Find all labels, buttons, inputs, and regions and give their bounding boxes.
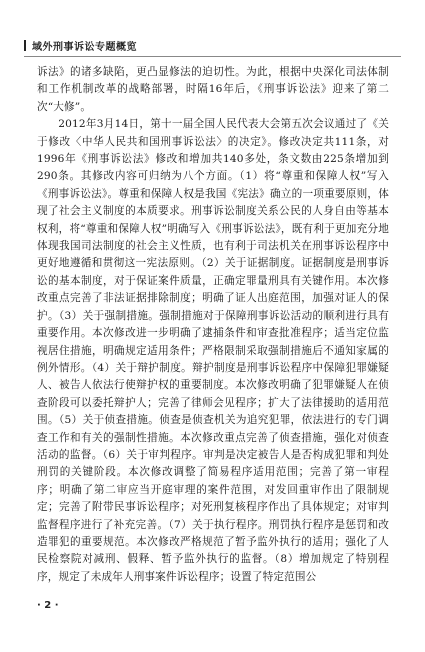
paragraph-continuation: 诉法》的诸多缺陷，更凸显修法的迫切性。为此，根据中央深化司法体制和工作机制改革的战略部署，时隔16年后，《刑事诉讼法》迎来了第二次“大修”。 [37,66,389,113]
paragraph-main: 2012年3月14日，第十一届全国人民代表大会第五次会议通过了《关于修改〈中华人民共和国刑事诉讼法〉的决定》。修改决定共111条，对1996年《刑事诉讼法》修改和增加共140多处，条文数由225条增加到290条。其修改内容可归纳为八个方面。（1）将“尊重和保障人权”写入《刑事诉讼法》。尊重和保障人权是我国《宪法》确立的一项重要原则，体现了社会主义制度的本质要求。刑事诉讼制度关系公民的人身自由等基本权利，将“尊重和保障人权”明确写入《刑事诉讼法》，既有利于更加充分地体现我国司法制度的社会主义性质，也有利于司法机关在刑事诉讼程序中更好地遵循和贯彻这一宪法原则。（2）关于证据制度。证据制度是刑事诉讼的基本制度，对于保证案件质量，正确定罪量刑具有关键作用。本次修改重点完善了非法证据排除制度；明确了证人出庭范围，加强对证人的保护。（3）关于强制措施。强制措施对于保障刑事诉讼活动的顺利进行具有重要作用。本次修改进一步明确了逮捕条件和审查批准程序；适当定位监视居住措施，明确规定适用条件；严格限制采取强制措施后不通知家属的例外情形。（4）关于辩护制度。辩护制度是刑事诉讼程序中保障犯罪嫌疑人、被告人依法行使辩护权的重要制度。本次修改明确了犯罪嫌疑人在侦查阶段可以委托辩护人；完善了律师会见程序；扩大了法律援助的适用范围。（5）关于侦查措施。侦查是侦查机关为追究犯罪，依法进行的专门调查工作和有关的强制性措施。本次修改重点完善了侦查措施，强化对侦查活动的监督。（6）关于审判程序。审判是决定被告人是否构成犯罪和判处刑罚的关键阶段。本次修改调整了简易程序适用范围；完善了第一审程序；明确了第二审应当开庭审理的案件范围，对发回重审作出了限制规定；完善了附带民事诉讼程序；对死刑复核程序作出了具体规定；对审判监督程序进行了补充完善。（7）关于执行程序。刑罚执行程序是惩罚和改造罪犯的重要规范。本次修改严格规范了暂予监外执行的适用；强化了人民检察院对减刑、假释、暂予监外执行的监督。（8）增加规定了特别程序，规定了未成年人刑事案件诉讼程序；设置了特定范围公 [37,118,389,583]
running-header [24,38,137,53]
body-text [37,64,389,586]
running-header-title: 域外刑事诉讼专题概览 [32,42,137,53]
page-number: · 2 · [37,600,59,611]
header-rule [24,56,401,57]
header-marker-bar [24,40,26,51]
